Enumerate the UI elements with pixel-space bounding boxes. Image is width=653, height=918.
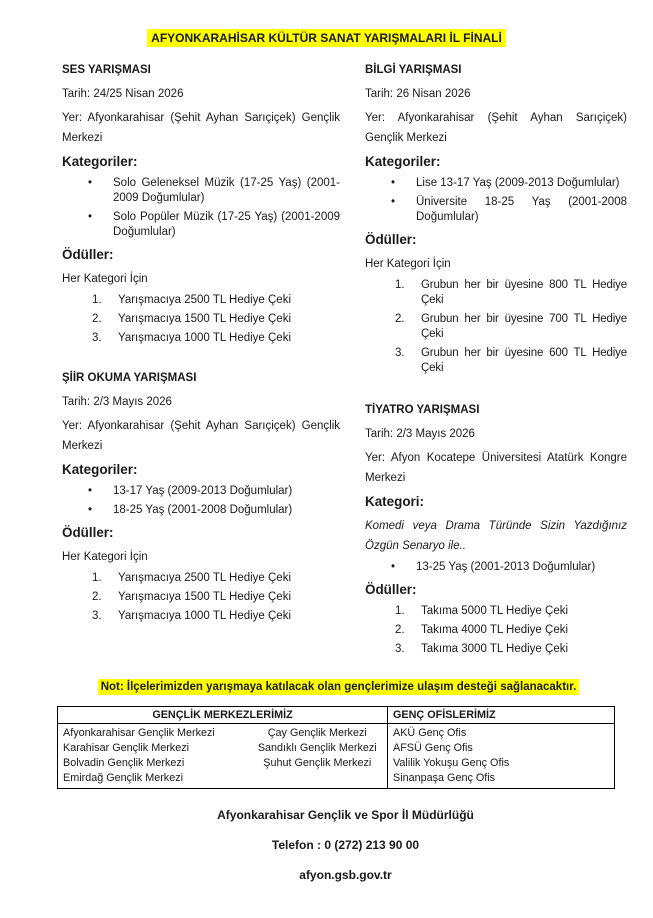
- footer-organization: Afyonkarahisar Gençlik ve Spor İl Müdürlüğü: [217, 808, 474, 822]
- categories-label: Kategoriler:: [62, 154, 138, 169]
- footer: [62, 807, 629, 884]
- title-row: [0, 28, 653, 48]
- award-item: Grubun her bir üyesine 600 TL Hediye Çeki: [421, 347, 627, 374]
- venue-line: Yer: Afyonkarahisar (Şehit Ayhan Sarıçiçek) Gençlik Merkezi: [62, 112, 340, 144]
- table-row: [58, 756, 615, 771]
- awards-intro: Her Kategori İçin: [365, 258, 451, 270]
- section-siir: [62, 368, 340, 624]
- awards-label: Ödüller:: [365, 582, 417, 597]
- awards-intro: Her Kategori İçin: [62, 273, 148, 285]
- category-item: • Solo Popüler Müzik (17-25 Yaş) (2001-2009 Doğumlular): [62, 210, 340, 240]
- category-item: • 13-17 Yaş (2009-2013 Doğumlular): [62, 484, 340, 499]
- office-cell: AKÜ Genç Ofis: [388, 724, 615, 742]
- office-cell: AFSÜ Genç Ofis: [388, 741, 615, 756]
- venue-line: Yer: Afyon Kocatepe Üniversitesi Atatürk Kongre Merkezi: [365, 452, 627, 484]
- award-item: Takıma 5000 TL Hediye Çeki: [421, 605, 569, 617]
- category-item: • 18-25 Yaş (2001-2008 Doğumlular): [62, 503, 340, 518]
- venue-line: Yer: Afyonkarahisar (Şehit Ayhan Sarıçiçek) Gençlik Merkezi: [365, 112, 627, 144]
- footer-phone: Telefon : 0 (272) 213 90 00: [271, 838, 420, 852]
- center-cell: Çay Gençlik Merkezi: [267, 727, 367, 739]
- award-item: Yarışmacıya 2500 TL Hediye Çeki: [118, 572, 292, 584]
- award-item: Yarışmacıya 1000 TL Hediye Çeki: [118, 332, 292, 344]
- two-column-layout: [62, 60, 629, 662]
- categories-label: Kategoriler:: [62, 462, 138, 477]
- category-item: • Solo Geleneksel Müzik (17-25 Yaş) (2001-2009 Doğumlular): [62, 176, 340, 206]
- award-item: Takıma 3000 TL Hediye Çeki: [421, 643, 569, 655]
- date-line: Tarih: 24/25 Nisan 2026: [62, 88, 184, 100]
- center-cell: Emirdağ Gençlik Merkezi: [63, 772, 183, 784]
- left-column: [62, 60, 340, 629]
- awards-label: Ödüller:: [62, 525, 114, 540]
- categories-list: [365, 176, 627, 225]
- category-item: • Üniversite 18-25 Yaş (2001-2008 Doğumlular): [365, 195, 627, 225]
- venue-line: Yer: Afyonkarahisar (Şehit Ayhan Sarıçiçek) Gençlik Merkezi: [62, 420, 340, 452]
- right-column: [365, 60, 627, 662]
- header-youth-centers: GENÇLİK MERKEZLERİMİZ: [58, 707, 388, 724]
- award-item: Grubun her bir üyesine 700 TL Hediye Çeki: [421, 313, 627, 340]
- section-ses: [62, 60, 340, 346]
- section-heading: TİYATRO YARIŞMASI: [365, 404, 480, 416]
- category-note: Komedi veya Drama Türünde Sizin Yazdığınız Özgün Senaryo ile..: [365, 520, 627, 552]
- date-line: Tarih: 2/3 Mayıs 2026: [62, 396, 172, 408]
- category-item: • 13-25 Yaş (2001-2013 Doğumlular): [365, 560, 627, 575]
- award-item: Grubun her bir üyesine 800 TL Hediye Çeki: [421, 279, 627, 306]
- center-cell: Afyonkarahisar Gençlik Merkezi: [63, 727, 215, 739]
- locations-table: [57, 706, 615, 789]
- center-cell: Bolvadin Gençlik Merkezi: [63, 757, 185, 769]
- category-label: Kategori:: [365, 494, 424, 509]
- categories-label: Kategoriler:: [365, 154, 441, 169]
- awards-list: [62, 293, 340, 346]
- awards-label: Ödüller:: [365, 232, 417, 247]
- transport-note: Not: İlçelerimizden yarışmaya katılacak olan gençlerimize ulaşım desteği sağlanacaktır.: [98, 679, 580, 695]
- footer-website: afyon.gsb.gov.tr: [299, 868, 392, 882]
- header-youth-offices: GENÇ OFİSLERİMİZ: [388, 707, 615, 724]
- award-item: Yarışmacıya 1500 TL Hediye Çeki: [118, 591, 292, 603]
- categories-list: [62, 176, 340, 240]
- section-heading: SES YARIŞMASI: [62, 64, 151, 76]
- award-item: Yarışmacıya 1000 TL Hediye Çeki: [118, 610, 292, 622]
- center-cell: [248, 771, 388, 789]
- categories-list: [62, 484, 340, 518]
- office-cell: Valilik Yokuşu Genç Ofis: [388, 756, 615, 771]
- section-bilgi: [365, 60, 627, 376]
- categories-list: [365, 560, 627, 575]
- office-cell: Sinanpaşa Genç Ofis: [388, 771, 615, 789]
- award-item: Yarışmacıya 1500 TL Hediye Çeki: [118, 313, 292, 325]
- section-tiyatro: [365, 400, 627, 657]
- award-item: Yarışmacıya 2500 TL Hediye Çeki: [118, 294, 292, 306]
- table-row: [58, 741, 615, 756]
- center-cell: Şuhut Gençlik Merkezi: [263, 757, 372, 769]
- table-row: [58, 771, 615, 789]
- date-line: Tarih: 2/3 Mayıs 2026: [365, 428, 475, 440]
- awards-label: Ödüller:: [62, 247, 114, 262]
- section-heading: ŞİİR OKUMA YARIŞMASI: [62, 372, 197, 384]
- table-row: [58, 724, 615, 742]
- section-heading: BİLGİ YARIŞMASI: [365, 64, 462, 76]
- awards-list: [365, 604, 627, 657]
- page-title: AFYONKARAHİSAR KÜLTÜR SANAT YARIŞMALARI İL FİNALİ: [147, 29, 506, 47]
- awards-list: [365, 278, 627, 376]
- center-cell: Karahisar Gençlik Merkezi: [63, 742, 190, 754]
- center-cell: Sandıklı Gençlik Merkezi: [257, 742, 377, 754]
- category-item: • Lise 13-17 Yaş (2009-2013 Doğumlular): [365, 176, 627, 191]
- date-line: Tarih: 26 Nisan 2026: [365, 88, 471, 100]
- table-header-row: [58, 707, 615, 724]
- awards-list: [62, 571, 340, 624]
- awards-intro: Her Kategori İçin: [62, 551, 148, 563]
- note-row: [24, 678, 653, 696]
- award-item: Takıma 4000 TL Hediye Çeki: [421, 624, 569, 636]
